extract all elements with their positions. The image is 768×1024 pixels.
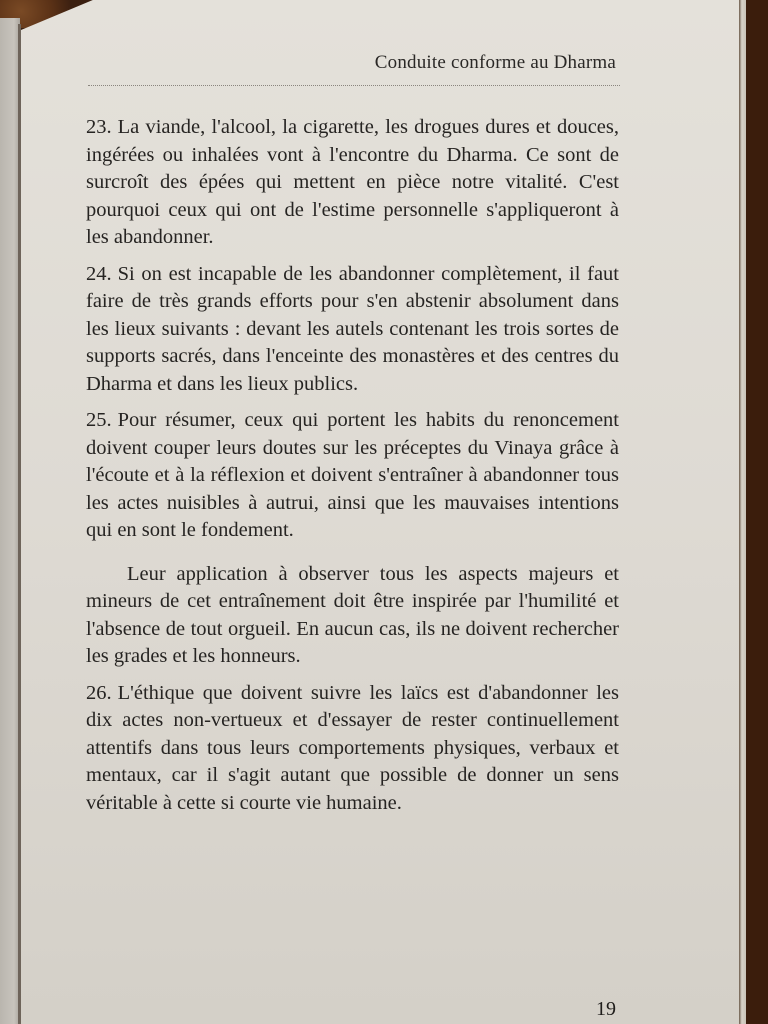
paragraph-25 bbox=[86, 407, 619, 545]
paragraph-text: La viande, l'alcool, la cigarette, les drogues dures et douces, ingérées ou inhalées vont à l'encontre du Dharma. Ce sont de surcroît des épées qui mettent en pièce notre vitalité. C'est pourquoi ceux qui ont de l'estime personnelle s'appliqueront à les abandonner. bbox=[86, 116, 619, 248]
paragraph-text: Si on est incapable de les abandonner complètement, il faut faire de très grands efforts pour s'en abstenir absolument dans les lieux suivants : devant les autels contenant les trois sortes de supports sacrés, dans l'enceinte des monastères et des centres du Dharma et dans les lieux publics. bbox=[86, 262, 619, 395]
paragraph-26 bbox=[86, 680, 619, 818]
paragraph-text: Pour résumer, ceux qui portent les habits du renoncement doivent couper leurs doutes sur les préceptes du Vinaya grâce à l'écoute et à la réflexion et doivent s'entraîner à abandonner tous les actes nuisibles à autrui, ainsi que les mauvaises intentions qui en sont le fondement. bbox=[86, 409, 619, 541]
page-stack-edge bbox=[739, 0, 746, 1024]
paragraph-number: 23. bbox=[86, 116, 112, 138]
paragraph-23 bbox=[86, 114, 619, 252]
paragraph-24 bbox=[86, 261, 619, 399]
paragraph-number: 25. bbox=[86, 409, 112, 431]
running-head: Conduite conforme au Dharma bbox=[374, 52, 616, 73]
book-cover-edge bbox=[746, 0, 768, 1024]
paragraph-number: 26. bbox=[86, 681, 112, 704]
book-gutter bbox=[18, 24, 21, 1024]
left-page-edge bbox=[0, 18, 20, 1024]
body-text bbox=[86, 114, 619, 826]
paragraph-number: 24. bbox=[86, 262, 112, 285]
paragraph-25-continued bbox=[86, 561, 619, 671]
paragraph-text: L'éthique que doivent suivre les laïcs est d'abandonner les dix actes non-vertueux et d'essayer de rester continuellement attentifs dans tous leurs comportements physiques, verbaux et mentaux, car il s'agit autant que possible de donner un sens véritable à cette si courte vie humaine. bbox=[86, 681, 619, 814]
header-rule bbox=[88, 85, 620, 86]
paragraph-text: Leur application à observer tous les aspects majeurs et mineurs de cet entraînement doit être inspirée par l'humilité et l'absence de tout orgueil. En aucun cas, ils ne doivent rechercher les grades et les honneurs. bbox=[86, 562, 619, 667]
page-number: 19 bbox=[596, 998, 616, 1020]
